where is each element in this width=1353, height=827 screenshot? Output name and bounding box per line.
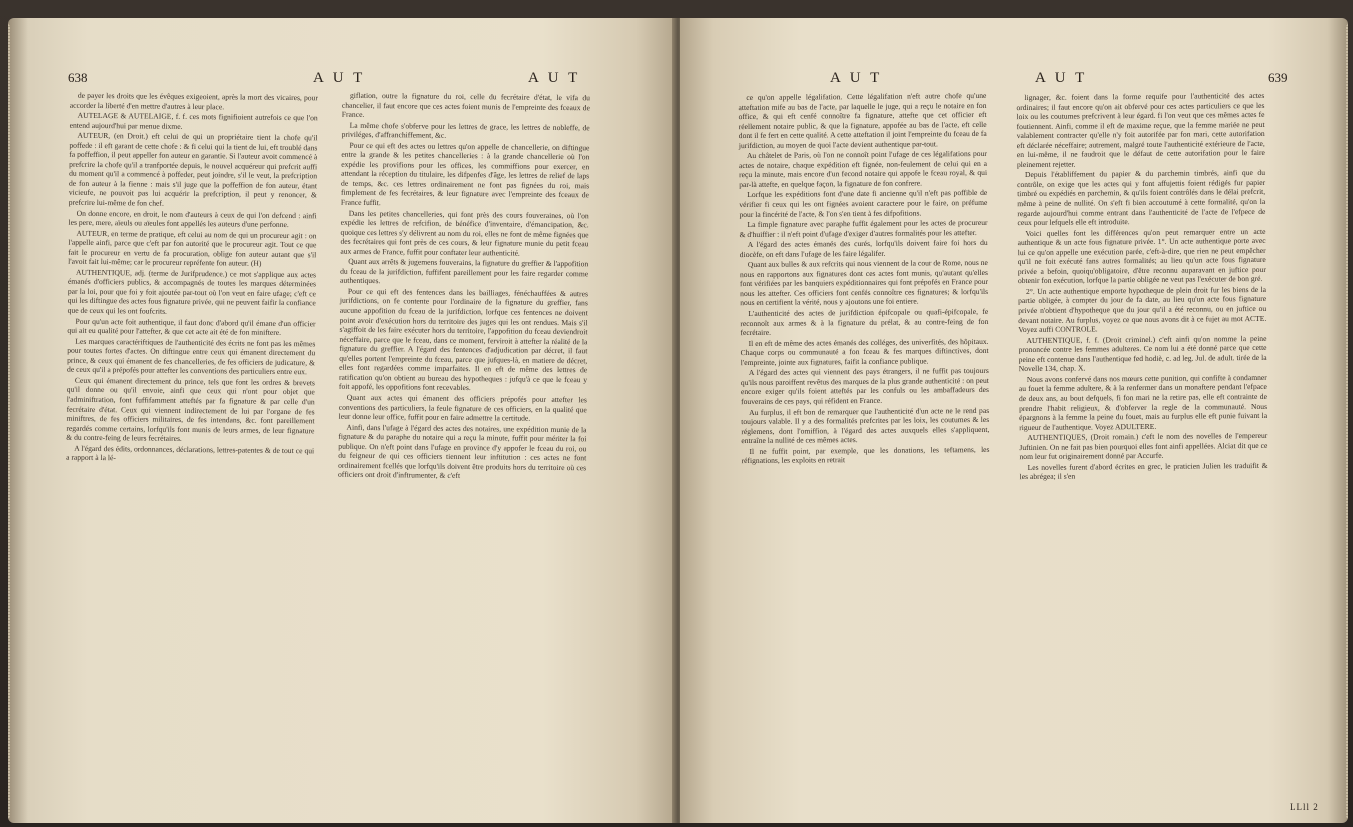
paragraph: Depuis l'établiffement du papier & du parchemin timbrés, ainfi que du contrôle, on exige que les actes qui y font affujettis foient rédigés fur papier timbré ou expédiés en parchemin, & qu'ils foient contrôlés dans le délai prefcrit, même à peine de nullité. On s'eft fi bien accoutumé à cette formalité, qu'on la regarde aujourd'hui comme entrant dans l'authenticité de l'acte de l'efpece de ceux pour lefquels elle eft introduite.	[1017, 168, 1266, 228]
right-column-1	[738, 91, 989, 467]
paragraph: AUTHENTIQUE, f. f. (Droit criminel.) c'eft ainfi qu'on nomme la peine prononcée contre les femmes adulteres. Ce nom lui a été donné parce que cette peine eft contenue dans l'authentique fed hodiè, c. ad leg. Jul. de adult. tirée de la Novelle 134, chap. X.	[1018, 333, 1267, 374]
right-page-edges	[1346, 24, 1348, 819]
paragraph: Ceux qui émanent directement du prince, tels que font les ordres & brevets qu'il donne ou qu'il envoie, ainfi que ceux qui n'ont pour objet que l'adminiftration, font fuffifamment atteftés par fa fignature & par celle d'un fecrétaire d'état. Ceux qui viennent indirectement de lui par l'organe de fes miniftres, de fes officiers militaires, de fes intendans, &c. font pareillement regardés comme certains, lorfqu'ils font munis de leurs armes, de leur fignature & du contre-feing de leurs fecrétaires.	[66, 375, 315, 444]
paragraph: Nous avons confervé dans nos mœurs cette punition, qui confifte à condamner au fouet la femme adultere, & à la renfermer dans un monaftere pendant l'efpace de deux ans, au bout defquels, fi fon mari ne la retire pas, elle eft contrainte de prendre l'habit religieux, & d'obferver la regle de la communauté. Nous épargnons à la femme la peine du fouet, mais au furplus elle eft punie fuivant la rigueur de l'authentique. Voyez ADULTERE.	[1018, 372, 1268, 432]
paragraph: Au furplus, il eft bon de remarquer que l'authenticité d'un acte ne le rend pas toujours valable. Il y a des formalités prefcrites par les loix, les coutumes & les réglemens, dont l'omiffion, à l'égard des actes auxquels elles s'appliquent, entraîne la nullité de ces mêmes actes.	[741, 405, 990, 446]
paragraph: La même chofe s'obferve pour les lettres de grace, les lettres de nobleffe, de priviléges, d'affranchiffement, &c.	[341, 120, 590, 140]
paragraph: Quant aux actes qui émanent des officiers prépofés pour attefter les conventions des particuliers, la feule fignature de ces officiers, en la qualité que leur donne leur office, fuffit pour en faire admettre la certitude.	[338, 392, 587, 423]
right-page-number: 639	[1268, 70, 1288, 85]
paragraph: lignager, &c. foient dans la forme requife pour l'authenticité des actes ordinaires; il faut encore qu'on ait obfervé pour ces actes particuliers ce que les loix ou les coutumes prefcrivent à leur égard. fi l'on veut que ces mêmes actes fe foutiennent. Ainfi, comme il eft de maxime reçue, que la femme mariée ne peut valablement contracter qu'elle n'y foit autorifée par fon mari, cette autorifation eft déclarée néceffaire; autrement, malgré toute l'authenticité extérieure de l'acte, en lui-même, il ne faudroit que le défaut de cette autorifation pour le faire pleinement rejetter.	[1016, 90, 1265, 169]
left-page	[8, 18, 676, 823]
paragraph: Au châtelet de Paris, où l'on ne connoît point l'ufage de ces légalifations pour actes de notaire, chaque expédition eft fignée, non-feulement de celui qui en a reçu la minute, mais encore d'un fecond notaire qui appofe le fceau royal, & qui par-là attefte, en quelque façon, la fignature de fon confrere.	[738, 149, 988, 190]
paragraph: Quant aux bulles & aux refcrits qui nous viennent de la cour de Rome, nous ne nous en rapportons aux fignatures dont ces actes font munis, qu'autant qu'elles font vérifiées par les banquiers expéditionnaires qui font prépofés en France pour nous les attefter. Ces officiers font cenfés connoître ces fignatures; & lorfqu'ils nous en certifient la vérité, nous y ajoutons une foi entiere.	[739, 258, 989, 308]
paragraph: AUTHENTIQUE, adj. (terme de Jurifprudence.) ce mot s'applique aux actes émanés d'officiers publics, & accompagnés de toutes les marques déterminées par la loi, pour que foi y foit ajoutée par-tout où l'on veut en faire ufage; c'eft ce qui les diftingue des actes fous fignature privée, qui ne peuvent faifir la confiance que de ceux qui les ont foufcrits.	[67, 267, 317, 316]
paragraph: Voici quelles font les différences qu'on peut remarquer entre un acte authentique & un acte fous fignature privée. 1°. Un acte authentique porte avec lui ce qu'on appelle une exécution parée, c'eft-à-dire, que rien ne peut empêcher qu'il ne foit exécuté fans autres formalités; au lieu qu'un acte fous fignature privée a befoin, quoiqu'obligatoire, d'être reconnu auparavant en juftice pour obtenir fon exécution, lorfque la partie obligée ne veut pas l'exécuter de bon gré.	[1017, 226, 1266, 286]
paragraph: La fimple fignature avec paraphe fuffit également pour les actes de procureur & d'huiffier : il n'eft point d'ufage d'exiger d'autres formalités pour les attefter.	[739, 218, 988, 239]
left-page-number: 638	[68, 70, 88, 85]
right-page	[680, 18, 1348, 823]
paragraph: Les novelles furent d'abord écrites en grec, le praticien Julien les traduifit & les abrégea; il s'en	[1019, 460, 1268, 482]
open-book	[8, 18, 1348, 823]
paragraph: Lorfque les expéditions font d'une date fi ancienne qu'il n'eft pas poffible de vérifier fi ceux qui les ont fignées avoient caractere pour le faire, on préfume pour la fincérité de l'acte, & l'on s'en tient à fes difpofitions.	[739, 188, 988, 219]
paragraph: Il ne fuffit point, par exemple, que les donations, les teftamens, les réfignations, les exploits en retrait	[741, 444, 990, 466]
paragraph: Quant aux arrêts & jugemens fouverains, la fignature du greffier & l'appofition du fceau de la jurifdiction, fuffifent pareillement pour les faire regarder comme authentiques.	[340, 257, 589, 286]
paragraph: AUTEUR, en terme de pratique, eft celui au nom de qui un procureur agit : on l'appelle ainfi, parce que c'eft par fon autorité que le procureur agit. Tout ce que fait le procureur en vertu de fa procuration, oblige fon auteur autant que s'il l'avoit fait lui-même; car le procureur repréfente fon auteur. (H)	[68, 228, 317, 269]
paragraph: Pour qu'un acte foit authentique, il faut donc d'abord qu'il émane d'un officier qui ait eu qualité pour l'attefter, & que cet acte ait été de fon miniftere.	[67, 316, 316, 338]
paragraph: On donne encore, en droit, le nom d'auteurs à ceux de qui l'on defcend : ainfi les pere, mere, aïeuls ou aïeules font appellés les auteurs d'une perfonne.	[68, 208, 317, 230]
right-running-head-1: A U T	[830, 70, 883, 86]
paragraph: Dans les petites chancelleries, qui font près des cours fouveraines, où l'on expédie les lettres de refcifion, de bénéfice d'inventaire, d'émancipation, &c. quoique ces lettres s'y délivrent au nom du roi, elles ne font de même fignées que des fecrétaires qui font près de ces cours, & leur fignature munie du petit fceau aux armes de France, fuffit pour conftater leur authenticité.	[340, 208, 589, 258]
paragraph: Pour ce qui eft des fentences dans les bailliages, fénéchauffées & autres jurifdictions, on fe contente pour l'ordinaire de la fignature du greffier, fans aucune appofition du fceau de la jurifdiction, lorfque ces fentences ne doivent point avoir d'exécution hors du territoire des juges qui les ont rendues. Mais s'il s'agiffoit de les faire exécuter hors du territoire, l'appofition du fceau deviendroit néceffaire, parce que le fceau, dans ce moment, ferviroit à attefter la réalité de la fignature du greffier. A l'égard des fentences d'adjudication par décret, il faut qu'elles portent l'empreinte du fceau, parce que jufques-là, en matiere de décret, elles font regardées comme imparfaites. Il en eft de même des lettres de ratification qu'on obtient au bureau des hypotheques : jufqu'à ce que le fceau y foit appofé, les oppofitions font recevables.	[338, 286, 588, 393]
paragraph: Pour ce qui eft des actes ou lettres qu'on appelle de chancellerie, on diftingue entre la grande & les petites chancelleries : à la grande chancellerie où l'on expédie les provifions pour les offices, les commiffions pour exercer, en attendant la réception du titulaire, les difpenfes d'âge, les lettres de relief de laps de temps, &c. ces lettres ordinairement ne font pas fignées du roi, mais fimplement de fes fecrétaires, & leur fignature avec l'empreinte des fceaux de France fuffit.	[340, 140, 590, 208]
left-page-edges	[8, 24, 10, 819]
paragraph: Il en eft de même des actes émanés des colléges, des univerfités, des hôpitaux. Chaque corps ou communauté a fon fceau & fes marques diftinctives, dont l'empreinte, jointe aux fignatures, faifit la confiance publique.	[740, 336, 989, 367]
right-running-head-2: A U T	[1035, 70, 1088, 86]
left-running-head-1: A U T	[313, 70, 366, 86]
paragraph: A l'égard des actes émanés des curés, lorfqu'ils doivent faire foi hors du diocèfe, on eft dans l'ufage de les faire légalifer.	[739, 238, 988, 259]
paragraph: L'authenticité des actes de jurifdiction épifcopale ou quafi-épifcopale, fe reconnoît aux armes & à la fignature du prélat, & au contre-feing de fon fecrétaire.	[740, 306, 989, 338]
left-running-head-2: A U T	[528, 70, 581, 86]
paragraph: 2°. Un acte authentique emporte hypotheque de plein droit fur les biens de la partie obligée, à compter du jour de fa date, au lieu qu'un acte fous fignature privée n'obtient d'hypotheque que du jour qu'il a été reconnu, ou en juftice ou devant notaire. Au furplus, voyez ce que nous avons dit à ce fujet au mot ACTE. Voyez auffi CONTROLE.	[1018, 284, 1267, 335]
paragraph: AUTELAGE & AUTELAIGE, f. f. ces mots fignifioient autrefois ce que l'on entend aujourd'hui par menue dixme.	[69, 110, 318, 131]
paragraph: AUTHENTIQUES, (Droit romain.) c'eft le nom des novelles de l'empereur Juftinien. On ne fait pas bien pourquoi elles font ainfi appellées. Alciat dit que ce nom leur fut originairement donné par Accurfe.	[1019, 431, 1268, 462]
paragraph: A l'égard des édits, ordonnances, déclarations, lettres-patentes & de tout ce qui a rapport à la lé-	[66, 443, 315, 463]
paragraph: Les marques caractériftiques de l'authenticité des écrits ne font pas les mêmes pour toutes fortes d'actes. On diftingue entre ceux qui émanent directement du prince, & ceux qui émanent de fes chancelleries, de fes officiers de judicature, & de ceux qu'il a prépofés pour attefter les conventions des particuliers entre eux.	[66, 336, 316, 377]
paragraph: ce qu'on appelle légalifation. Cette légalifation n'eft autre chofe qu'une atteftation mife au bas de l'acte, par laquelle le juge, qui a reçu le notaire en fon office, & qui eft cenfé connoître fa fignature, attefte que cet officier eft réellement notaire public, & que la fignature, appofée au bas de l'acte, eft celle dont il fe fert en cette qualité. A cette atteftation il joint l'empreinte du fceau de fa jurifdiction, au moyen de quoi l'acte devient authentique par-tout.	[738, 90, 987, 150]
left-column-1	[66, 91, 318, 466]
signature-mark: LLll 2	[1290, 802, 1319, 812]
paragraph: A l'égard des actes qui viennent des pays étrangers, il ne fuffit pas toujours qu'ils nous paroiffent revêtus des marques de la plus grande authenticité : on peut encore exiger qu'ils foient atteftés par les confuls ou les ambaffadeurs des fouverains de ces pays, qui réfident en France.	[740, 366, 990, 407]
paragraph: giflation, outre la fignature du roi, celle du fecrétaire d'état, le vifa du chancelier, il faut encore que ces actes foient munis de l'empreinte des fceaux de France.	[341, 90, 591, 120]
right-column-2	[1016, 91, 1267, 483]
left-column-2	[338, 91, 590, 483]
paragraph: de payer les droits que les évêques exigeoient, après la mort des vicaires, pour accorder la liberté d'en mettre d'autres à leur place.	[69, 90, 318, 111]
paragraph: Ainfi, dans l'ufage à l'égard des actes des notaires, une expédition munie de la fignature & du paraphe du notaire qui a reçu la minute, fuffit pour mériter la foi publique. On n'eft point dans l'ufage en province d'y appofer le fceau du roi, ou du feigneur de qui ces officiers tiennent leur inftitution : ces actes ne font ordinairement fcellés que lorfqu'ils doivent être produits hors du territoire où ces officiers ont droit d'inftrumenter, & c'eft	[337, 422, 587, 481]
paragraph: AUTEUR, (en Droit.) eft celui de qui un propriétaire tient la chofe qu'il poffede : il eft garant de cette chofe : & fi celui qui la tient de lui, eft troublé dans fa poffeffion, il peut appeller fon auteur en garantie. Si l'auteur avoit commencé à prefcrire la chofe qu'il a tranfportée depuis, le nouvel acquéreur qui prefcrit auffi du moment qu'il a commencé à poffeder, peut joindre, s'il le veut, la prefcription de fon auteur à la fienne : mais s'il juge que la poffeffion de fon auteur, étant vicieufe, ne pouvoit pas lui acquérir la prefcription, il peut y renoncer, & prefcrire lui-même de fon chef.	[68, 130, 318, 208]
